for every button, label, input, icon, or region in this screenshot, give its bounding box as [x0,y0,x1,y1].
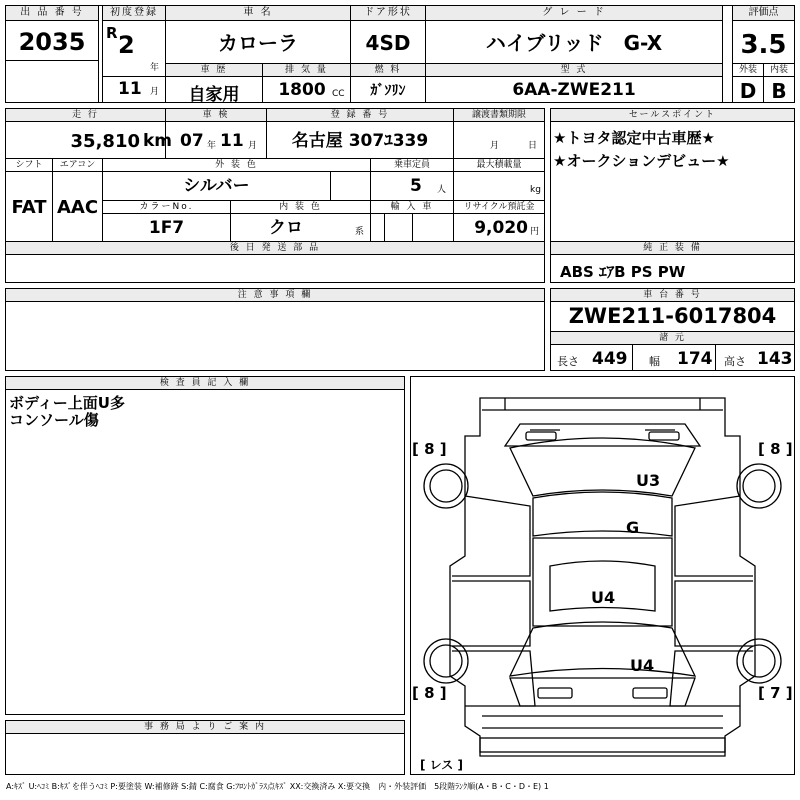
doors-label: ドア形状 [351,6,425,21]
tire-rl-label: [ 8 ] [412,684,447,702]
era: R [106,24,118,42]
grade-label: グ レ ー ド [426,6,722,21]
inspection-label: 車 検 [166,109,266,122]
chassis-label: 車 台 番 号 [551,289,794,302]
history-label: 車 歴 [166,64,262,77]
length-label: 長さ [557,355,579,368]
mark-roof: U3 [636,471,661,490]
color-no-label: カラーNo. [103,201,230,214]
car-name: カローラ [218,31,298,55]
exterior-score: D [739,79,757,103]
import-label: 輸 入 車 [371,201,453,214]
lot-no-label: 出 品 番 号 [6,6,98,21]
score-label: 評価点 [733,6,794,21]
height-label: 高さ [724,355,746,368]
ac: AAC [56,197,99,218]
interior-label: 内装 [764,64,794,77]
max-load-unit: kg [530,185,541,195]
color-no: 1F7 [148,218,185,238]
recycle-label: リサイクル預託金 [454,201,544,214]
mark-rear: U4 [630,656,655,675]
plate: 名古屋 307ﾕ339 [291,131,429,151]
sales-point-line-2: ★オークションデビュー★ [553,152,730,170]
car-diagram [410,376,795,775]
shift: FAT [11,197,47,218]
equipment-value: ABS ｴｱB PS PW [560,263,686,281]
ext-color: シルバー [183,176,250,196]
capacity: 5 [410,176,422,196]
plate-label: 登 録 番 号 [267,109,453,122]
model-label: 型 式 [426,64,722,77]
mark-glass: G [626,518,640,537]
history: 自家用 [188,85,240,105]
height-value: 143 [757,349,793,369]
equipment-label: 純 正 装 備 [551,242,794,255]
displacement-label: 排 気 量 [263,64,350,77]
first-reg-label: 初度登録 [103,6,165,21]
sales-point-line-1: ★トヨタ認定中古車歴★ [553,129,715,147]
mileage-label: 走 行 [6,109,165,122]
ac-label: エアコン [53,159,102,172]
transfer-label: 譲渡書類期限 [454,109,544,122]
spec-label: 諸 元 [551,332,794,345]
int-color: クロ [269,218,303,238]
lot-no: 2035 [18,28,86,56]
notes-label: 注 意 事 項 欄 [6,289,544,302]
tire-fr-label: [ 8 ] [758,440,793,458]
capacity-unit: 人 [437,185,447,195]
office-label: 事 務 局 よ り ご 案 内 [6,721,404,734]
reg-year: 2 [118,31,135,59]
model: 6AA-ZWE211 [512,80,636,100]
car-name-label: 車 名 [166,6,350,21]
displacement-unit: CC [332,89,345,99]
int-color-unit: 系 [355,227,365,237]
mileage-unit: km [143,131,173,151]
length-value: 449 [592,349,628,369]
footer-legend: A:ｷｽﾞ U:ﾍｺﾐ B:ｷｽﾞを伴うﾍｺﾐ P:要塗装 W:補修跡 S:錆 C:腐食 G:ﾌﾛﾝﾄｶﾞﾗｽ点ｷｽﾞ XX:交換済み X:要交換 内・外装評価 5段階ﾗﾝｸ順(A・B・C・D・E) 1 [6,782,549,791]
reg-month: 11 [118,79,142,99]
exterior-label: 外装 [733,64,763,77]
recycle: 9,020 [474,218,528,238]
ext-color-label: 外 装 色 [103,159,370,172]
shift-label: シフト [6,159,52,172]
inspector-label: 検 査 員 記 入 欄 [6,377,404,390]
score: 3.5 [740,30,787,60]
tire-fl-label: [ 8 ] [412,440,447,458]
spare-label: [ レス ] [420,758,463,772]
inspector-line-1: ボディー上面U多 [9,394,125,412]
capacity-label: 乗車定員 [371,159,453,172]
recycle-unit: 円 [530,227,540,237]
transfer-month-unit: 月 [490,141,500,151]
reg-month-unit: 月 [150,87,160,97]
width-label: 幅 [649,355,660,368]
insp-year: 07 [180,131,204,151]
int-color-label: 内 装 色 [231,201,370,214]
grade: ハイブリッド G-X [485,31,663,55]
tire-rr-label: [ 7 ] [758,684,793,702]
interior-score: B [771,79,787,103]
reg-year-unit: 年 [150,63,160,73]
insp-year-unit: 年 [207,141,217,151]
later-parts-label: 後 日 発 送 部 品 [6,242,544,255]
insp-month-unit: 月 [248,141,258,151]
fuel: ｶﾞｿﾘﾝ [370,83,406,99]
mark-center: U4 [591,588,616,607]
transfer-day-unit: 日 [528,141,538,151]
mileage: 35,810 [70,131,140,152]
doors: 4SD [365,31,411,55]
sales-point-label: セールスポイント [551,109,794,122]
max-load-label: 最大積載量 [454,159,544,172]
displacement: 1800 [278,80,326,100]
inspector-line-2: コンソール傷 [9,411,99,429]
chassis-number: ZWE211-6017804 [568,304,777,328]
width-value: 174 [677,349,713,369]
fuel-label: 燃 料 [351,64,425,77]
insp-month: 11 [220,131,244,151]
